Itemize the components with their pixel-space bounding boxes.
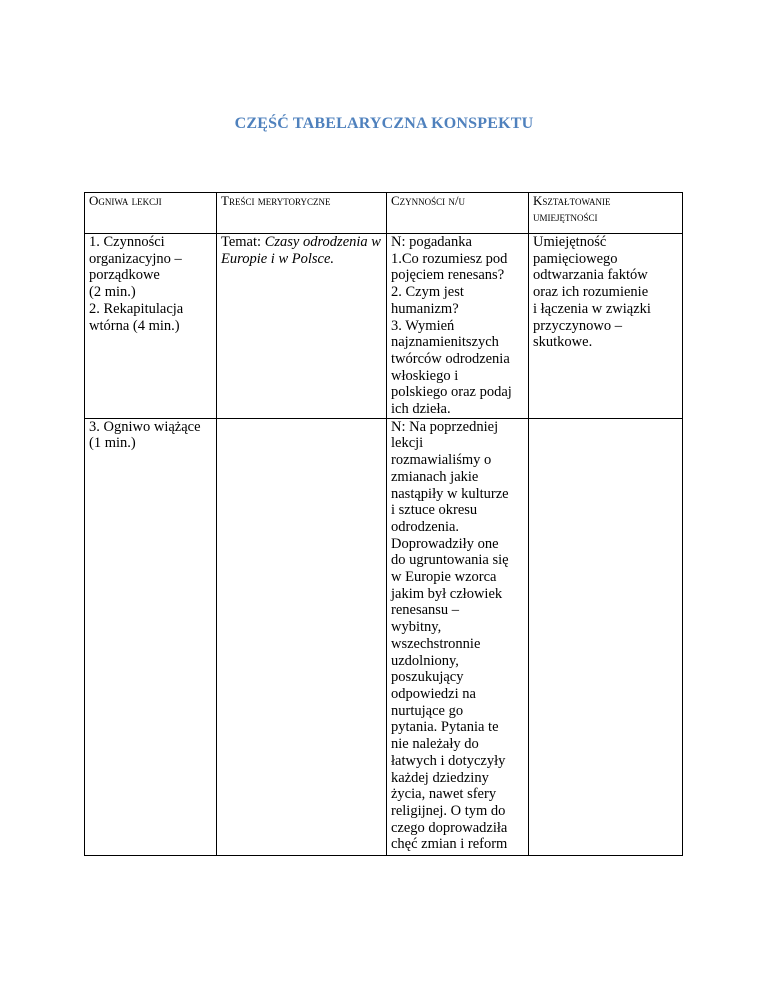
activities-text: N: Na poprzedniej lekcji rozmawialiśmy o zmianach jakie nastąpiły w kulturze i sztuce okresu odrodzenia. Doprowadziły one do ugruntowania się w Europie wzorca jakim był człowiek renesansu – wybitny, wszechstronnie uzdolniony, poszukujący odpowiedzi na nurtujące go pytania. Pytania te nie należały do łatwych i dotyczyły każdej dziedziny życia, nawet sfery religijnej. O tym do czego doprowadziła chęć zmian i reform	[391, 418, 509, 853]
header-ogniwa-lekcji: Ogniwa lekcji	[85, 193, 217, 234]
skills-text: Umiejętność pamięciowego odtwarzania faktów oraz ich rozumienie i łączenia w związki przyczynowo – skutkowe.	[533, 234, 651, 351]
table-row	[85, 234, 683, 419]
lesson-stage-text: 3. Ogniwo wiążące (1 min.)	[89, 418, 201, 452]
header-tresci-merytoryczne: Treści merytoryczne	[217, 193, 387, 234]
lesson-stage-text: 1. Czynności organizacyjno – porządkowe (2 min.) 2. Rekapitulacja wtórna (4 min.)	[89, 234, 184, 334]
activities-text: N: pogadanka 1.Co rozumiesz pod pojęciem renesans? 2. Czym jest humanizm? 3. Wymień najznamienitszych twórców odrodzenia włoskiego i polskiego oraz podaj ich dzieła.	[391, 234, 512, 418]
table-row	[85, 418, 683, 855]
cell-ogniwa	[85, 418, 217, 855]
cell-czynnosci	[387, 234, 529, 419]
cell-czynnosci	[387, 418, 529, 855]
topic-title: Czasy odrodzenia w Europie i w Polsce.	[221, 234, 381, 267]
header-ksztaltowanie-umiejetnosci: Kształtowanie umiejętności	[529, 193, 683, 234]
cell-tresci	[217, 418, 387, 855]
cell-umiejetnosci	[529, 418, 683, 855]
cell-umiejetnosci	[529, 234, 683, 419]
table-header-row	[85, 193, 683, 234]
header-czynnosci-nu: Czynności n/u	[387, 193, 529, 234]
lesson-plan-table	[84, 192, 683, 856]
cell-ogniwa	[85, 234, 217, 419]
topic-text	[221, 234, 382, 267]
cell-tresci	[217, 234, 387, 419]
document-title: CZĘŚĆ TABELARYCZNA KONSPEKTU	[234, 115, 534, 132]
topic-label: Temat:	[221, 234, 265, 250]
